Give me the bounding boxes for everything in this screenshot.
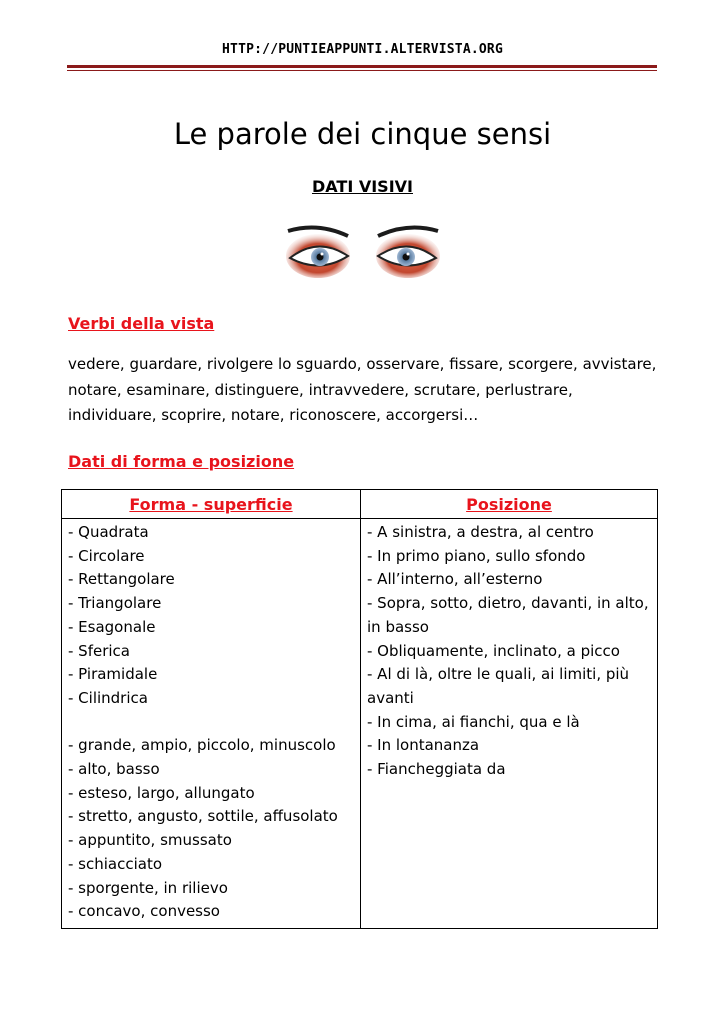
list-item: - In cima, ai fianchi, qua e là	[367, 712, 580, 731]
forma-cell	[62, 519, 361, 929]
list-item: - Sopra, sotto, dietro, davanti, in alto, in basso	[367, 594, 649, 636]
list-item: - Rettangolare	[68, 570, 175, 589]
list-item: - In primo piano, sullo sfondo	[367, 546, 586, 565]
list-item: - Triangolare	[68, 594, 162, 613]
list-item: - sporgente, in rilievo	[68, 878, 228, 897]
list-item: - Sferica	[68, 641, 130, 660]
list-item: - Piramidale	[68, 665, 158, 684]
list-item: - Fiancheggiata da	[367, 760, 506, 779]
header-divider-thin	[67, 70, 657, 71]
eyes-illustration	[278, 222, 448, 292]
list-item: - appuntito, smussato	[68, 831, 232, 850]
header-divider	[67, 65, 657, 68]
list-item: - grande, ampio, piccolo, minuscolo	[68, 736, 336, 755]
page-subtitle	[0, 177, 725, 196]
table-row	[62, 519, 658, 929]
section-heading-verbs: Verbi della vista	[68, 314, 215, 333]
list-item: - Obliquamente, inclinato, a picco	[367, 641, 620, 660]
site-url-header: HTTP://PUNTIEAPPUNTI.ALTERVISTA.ORG	[222, 42, 503, 57]
list-item: - Al di là, oltre le quali, ai limiti, più avanti	[367, 665, 630, 707]
table-header-row	[62, 490, 658, 519]
list-item: - In lontananza	[367, 736, 480, 755]
list-item: - stretto, angusto, sottile, affusolato	[68, 807, 338, 826]
verbs-paragraph: vedere, guardare, rivolgere lo sguardo, osservare, fissare, scorgere, avvistare, notare, esaminare, distinguere, intravvedere, scrutare, perlustrare, individuare, scoprire, notare, riconoscere, accorgersi…	[68, 355, 657, 424]
spacer	[68, 711, 354, 735]
list-item: - All’interno, all’esterno	[367, 570, 543, 589]
posizione-cell	[361, 519, 658, 929]
page-title: Le parole dei cinque sensi	[173, 117, 552, 151]
subtitle-text: DATI VISIVI	[311, 177, 413, 196]
list-item: - esteso, largo, allungato	[68, 783, 255, 802]
list-item: - alto, basso	[68, 760, 160, 779]
column-header-posizione: Posizione	[361, 490, 658, 519]
list-item: - Esagonale	[68, 617, 156, 636]
list-item: - Cilindrica	[68, 688, 148, 707]
right-eye	[376, 227, 440, 278]
column-header-forma: Forma - superficie	[62, 490, 361, 519]
list-item: - A sinistra, a destra, al centro	[367, 523, 594, 541]
list-item: - Quadrata	[68, 523, 149, 541]
shape-position-table	[61, 489, 658, 929]
left-eye	[286, 227, 350, 278]
list-item: - concavo, convesso	[68, 902, 220, 921]
list-item: - Circolare	[68, 546, 145, 565]
section-heading-shape: Dati di forma e posizione	[68, 452, 295, 471]
list-item: - schiacciato	[68, 854, 163, 873]
